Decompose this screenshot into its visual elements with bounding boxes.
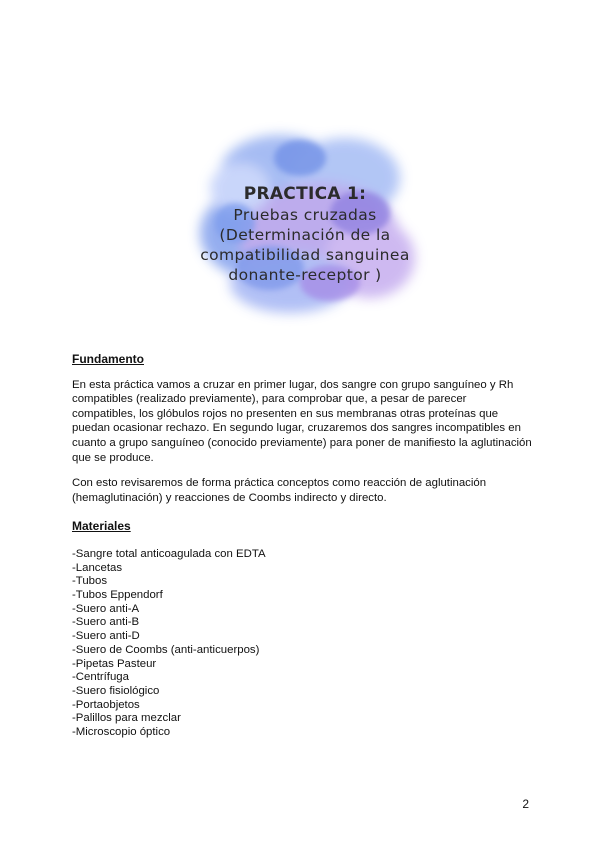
practice-title	[160, 184, 450, 285]
list-item: -Portaobjetos	[72, 698, 140, 711]
title-line: donante-receptor )	[228, 266, 382, 284]
title-watercolor-block	[160, 118, 450, 328]
list-item: -Suero anti-D	[72, 630, 140, 643]
list-item: -Lancetas	[72, 561, 123, 574]
list-item: -Sangre total anticoagulada con EDTA	[72, 547, 266, 560]
list-item: -Suero anti-B	[72, 616, 140, 629]
list-item: -Palillos para mezclar	[72, 712, 181, 725]
list-item: -Pipetas Pasteur	[72, 657, 157, 670]
list-item: -Tubos	[72, 575, 108, 588]
title-main: PRACTICA 1:	[243, 184, 367, 204]
title-line: compatibilidad sanguinea	[200, 246, 410, 264]
materials-list	[72, 548, 532, 740]
title-line: (Determinación de la	[219, 226, 391, 244]
section-heading-materiales: Materiales	[72, 519, 131, 534]
page-number: 2	[522, 797, 529, 811]
list-item: -Suero fisiológico	[72, 684, 160, 697]
paragraph: Con esto revisaremos de forma práctica conceptos como reacción de aglutinación (hemaglutinación) y reacciones de Coombs indirecto y directo.	[72, 477, 487, 504]
list-item: -Centrífuga	[72, 671, 129, 684]
list-item: -Suero de Coombs (anti-anticuerpos)	[72, 643, 260, 656]
document-body	[72, 352, 532, 740]
list-item: -Suero anti-A	[72, 602, 140, 615]
title-line: Pruebas cruzadas	[233, 206, 377, 224]
list-item: -Tubos Eppendorf	[72, 589, 163, 602]
section-heading-fundamento: Fundamento	[72, 352, 144, 366]
paragraph: En esta práctica vamos a cruzar en primer lugar, dos sangre con grupo sanguíneo y Rh compatibles (realizado previamente), para comprobar que, a pesar de parecer compatibles, los glóbulos rojos no presenten en sus membranas otras proteínas que puedan ocasionar rechazo. En segundo lugar, cruzaremos dos sangres incompatibles en cuanto a grupo sanguíneo (conocido previamente) para poner de manifiesto la aglutinación que se produce.	[72, 378, 532, 464]
list-item: -Microscopio óptico	[72, 726, 171, 739]
